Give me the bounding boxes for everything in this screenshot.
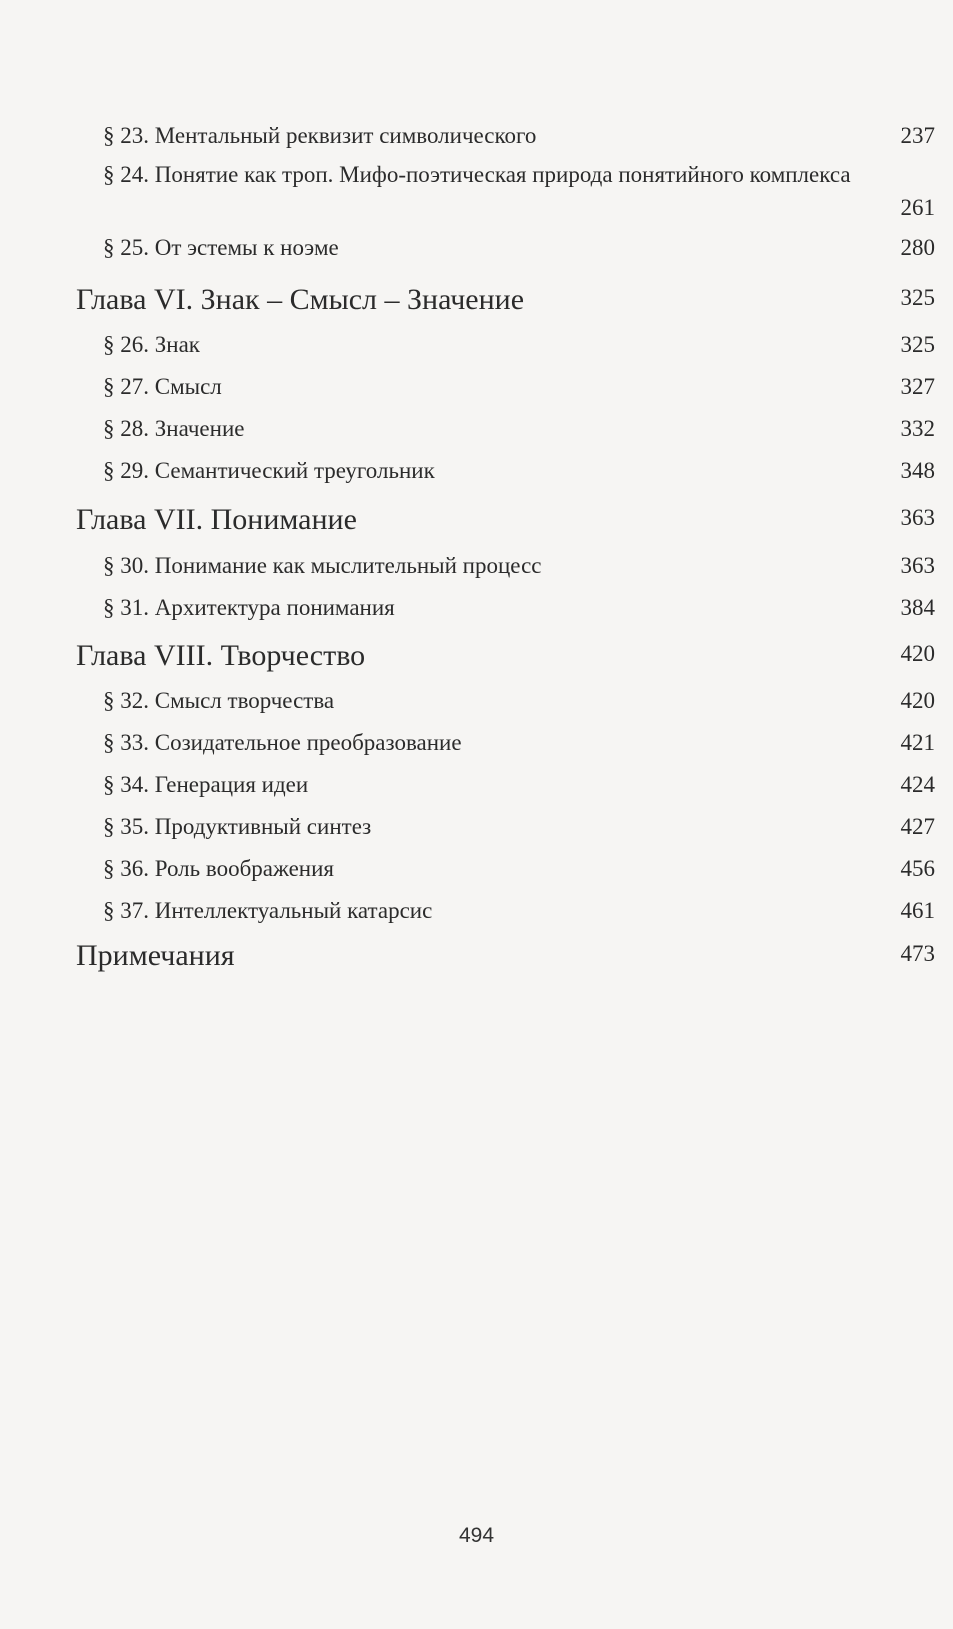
toc-chapter-title: Глава VI. Знак – Смысл – Значение xyxy=(76,283,525,316)
toc-entry-page: 420 xyxy=(900,688,935,713)
toc-entry-title: § 34. Генерация идеи xyxy=(103,772,309,797)
toc-entry-title: § 26. Знак xyxy=(103,332,200,357)
toc-entry-title: § 33. Созидательное преобразование xyxy=(103,730,462,755)
toc-entry-title: § 37. Интеллектуальный катарсис xyxy=(103,898,433,923)
toc-entry-page: 384 xyxy=(900,595,935,620)
toc-entry-title: § 32. Смысл творчества xyxy=(103,688,335,713)
toc-entry-title: § 31. Архитектура понимания xyxy=(103,595,395,620)
toc-entry-page: 327 xyxy=(900,374,935,399)
toc-entry-title: § 27. Смысл xyxy=(103,374,222,399)
toc-entry-page: 261 xyxy=(900,195,935,220)
toc-chapter-page: 325 xyxy=(900,285,935,310)
toc-entry-page: 348 xyxy=(900,458,935,483)
toc-notes-page: 473 xyxy=(900,941,935,966)
toc-entry-title: § 24. Понятие как троп. Мифо-поэтическая природа понятийного комплекса xyxy=(103,162,851,187)
toc-entry-page: 461 xyxy=(900,898,935,923)
toc-entry-title: § 29. Семантический треугольник xyxy=(103,458,435,483)
page-number: 494 xyxy=(458,1524,495,1547)
toc-entry-page: 456 xyxy=(900,856,935,881)
toc-entry-title: § 28. Значение xyxy=(103,416,245,441)
toc-entry-page: 421 xyxy=(900,730,935,755)
toc-chapter-page: 420 xyxy=(900,641,935,666)
toc-entry-title: § 30. Понимание как мыслительный процесс xyxy=(103,553,542,578)
toc-chapter-page: 363 xyxy=(900,505,935,530)
toc-entry-page: 280 xyxy=(900,235,935,260)
toc-entry-title: § 25. От эстемы к ноэме xyxy=(103,235,339,260)
toc-entry-page: 325 xyxy=(900,332,935,357)
toc-entry-page: 427 xyxy=(900,814,935,839)
toc-entry-title: § 23. Ментальный реквизит символического xyxy=(103,123,537,148)
toc-entry-page: 237 xyxy=(900,123,935,148)
toc-notes-title: Примечания xyxy=(76,939,235,972)
toc-entry-title: § 35. Продуктивный синтез xyxy=(103,814,372,839)
toc-chapter-title: Глава VIII. Творчество xyxy=(76,639,366,672)
toc-entry-page: 424 xyxy=(900,772,935,797)
toc-entry-page: 332 xyxy=(900,416,935,441)
toc-entry-page: 363 xyxy=(900,553,935,578)
toc-entry-title: § 36. Роль воображения xyxy=(103,856,334,881)
toc-chapter-title: Глава VII. Понимание xyxy=(76,503,357,536)
